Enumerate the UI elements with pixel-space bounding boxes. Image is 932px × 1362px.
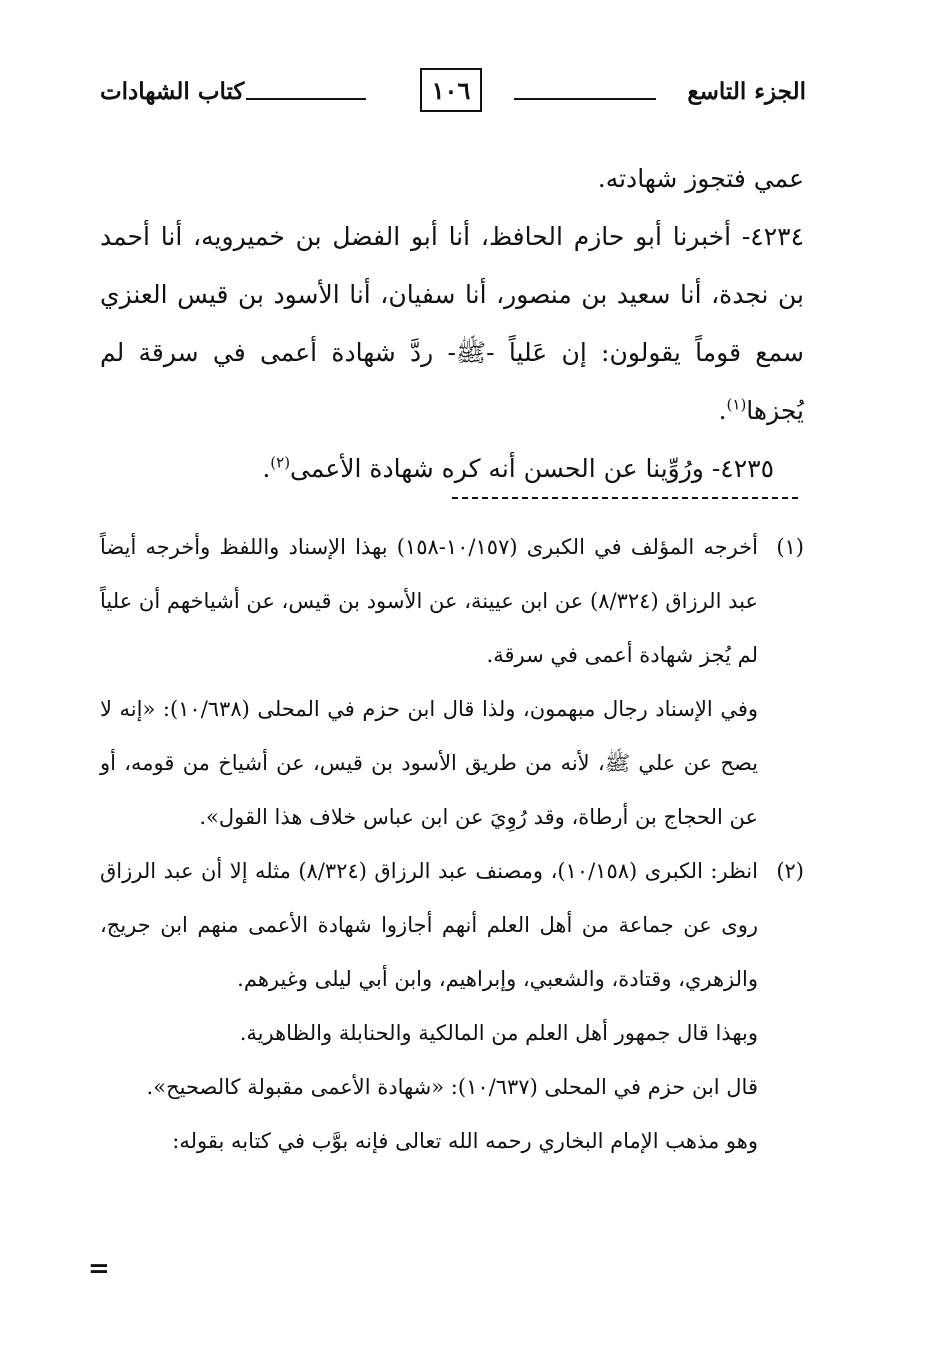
running-header [100, 68, 806, 118]
page-number-box: ١٠٦ [420, 68, 482, 112]
continuation-mark: = [88, 1254, 110, 1284]
header-rule-right [514, 98, 656, 100]
footnote-1 [100, 520, 804, 682]
footnote-1-text: أخرجه المؤلف في الكبرى (١٠/١٥٧-١٥٨) بهذا الإسناد واللفظ وأخرجه أيضاً عبد الرزاق (٨/٣٢٤) عن ابن عيينة، عن الأسود بن قيس، عن أشياخهم أن علياً لم يُجز شهادة أعمى في سرقة. [100, 535, 758, 667]
hadith-4235-text: ٤٢٣٥- ورُوِّينا عن الحسن أنه كره شهادة الأعمى [290, 454, 774, 483]
footnote-2-continuation-1: وبهذا قال جمهور أهل العلم من المالكية والحنابلة والظاهرية. [239, 1021, 758, 1045]
footnote-2-number: (٢) [776, 859, 804, 883]
hadith-4235 [100, 440, 804, 498]
hadith-4234-end: . [718, 396, 727, 425]
hadith-4234 [100, 208, 804, 440]
hadith-4234-text: ٤٢٣٤- أخبرنا أبو حازم الحافظ، أنا أبو الفضل بن خميرويه، أنا أحمد بن نجدة، أنا سعيد بن منصور، أنا سفيان، أنا الأسود بن قيس العنزي سمع قوماً يقولون: إن عَلياً -ﷺ- ردَّ شهادة أعمى في سرقة لم يُجزها [100, 222, 804, 425]
footnote-2-continuation-3: وهو مذهب الإمام البخاري رحمه الله تعالى فإنه بوَّب في كتابه بقوله: [172, 1129, 758, 1153]
main-text [100, 150, 804, 498]
footnote-ref-2: (٢) [270, 453, 291, 472]
footnotes [100, 520, 804, 1168]
footnote-2-continuation-2: قال ابن حزم في المحلى (١٠/٦٣٧): «شهادة الأعمى مقبولة كالصحيح». [146, 1075, 758, 1099]
footnote-ref-1: (١) [726, 395, 747, 414]
footnote-1-number: (١) [776, 535, 804, 559]
footnote-1-continuation: وفي الإسناد رجال مبهمون، ولذا قال ابن حزم في المحلى (١٠/٦٣٨): «إنه لا يصح عن علي ﷺ، لأنه من طريق الأسود بن قيس، عن أشياخ من قومه، أو عن الحجاج بن أرطاة، وقد رُوِيَ عن ابن عباس خلاف هذا القول». [100, 697, 758, 829]
hadith-4235-end: . [262, 454, 271, 483]
footnote-separator [452, 497, 798, 499]
header-rule-left [246, 98, 366, 100]
volume-title: الجزء التاسع [687, 78, 806, 105]
footnote-2-text: انظر: الكبرى (١٠/١٥٨)، ومصنف عبد الرزاق (٨/٣٢٤) مثله إلا أن عبد الرزاق روى عن جماعة من أهل العلم أنهم أجازوا شهادة الأعمى منهم ابن جريج، والزهري، وقتادة، والشعبي، وإبراهيم، وابن أبي ليلى وغيرهم. [100, 859, 758, 991]
footnote-2 [100, 844, 804, 1006]
continuation-line: عمي فتجوز شهادته. [597, 164, 804, 193]
book-title: كتاب الشهادات [100, 78, 245, 105]
